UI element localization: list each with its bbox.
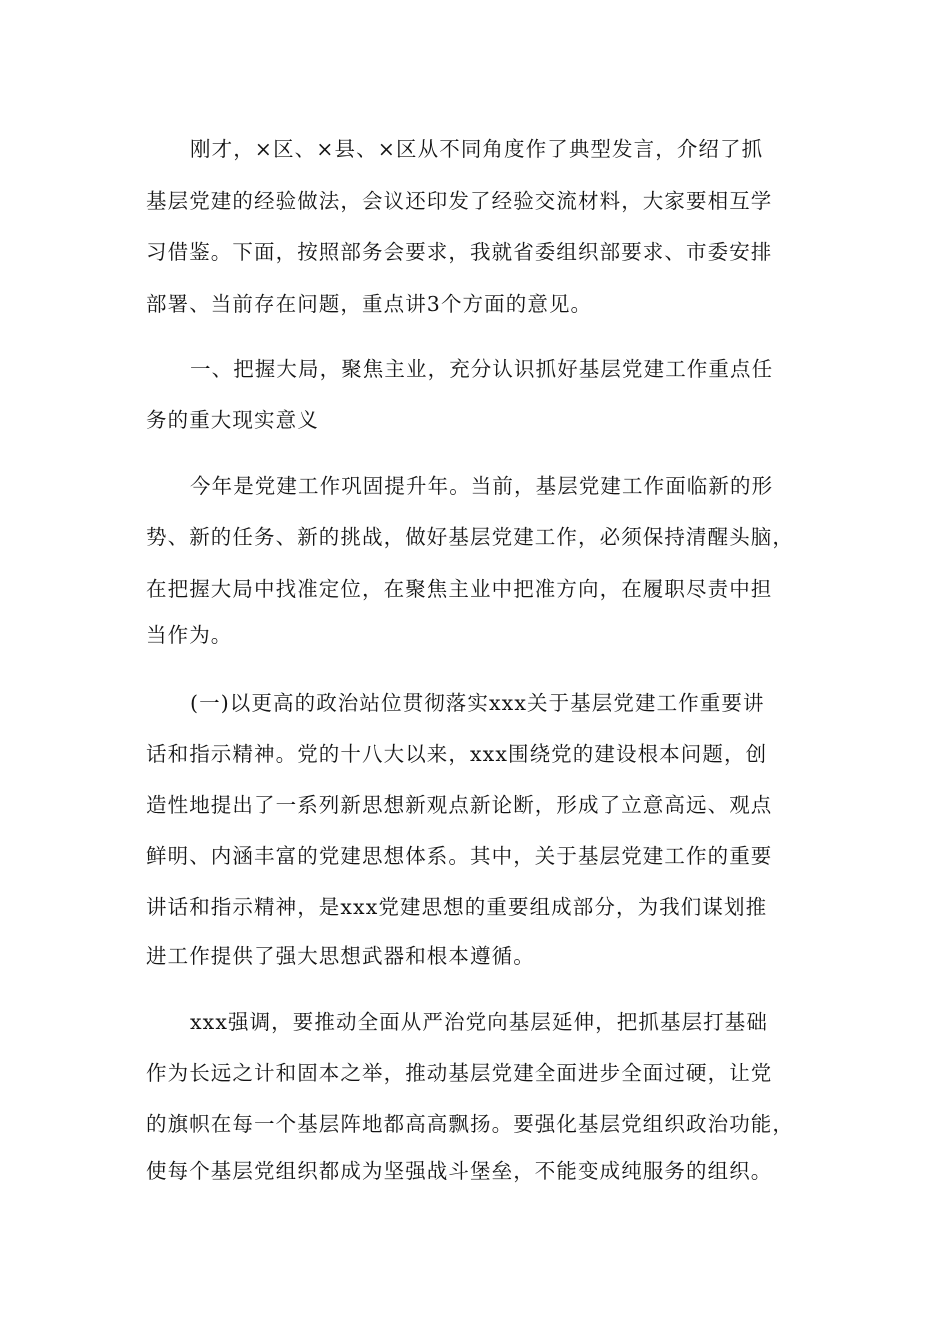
text-line: 话和指示精神。党的十八大以来，xxx围绕党的建设根本问题，创 [146,742,768,766]
text-line: 在把握大局中找准定位，在聚焦主业中把准方向，在履职尽责中担 [146,577,773,601]
text-line: 讲话和指示精神，是xxx党建思想的重要组成部分，为我们谋划推 [146,895,768,919]
text-line: 势、新的任务、新的挑战，做好基层党建工作，必须保持清醒头脑， [146,525,794,549]
text-line: xxx强调，要推动全面从严治党向基层延伸，把抓基层打基础 [190,1010,768,1034]
text-line: 进工作提供了强大思想武器和根本遵循。 [146,944,535,968]
text-line: 今年是党建工作巩固提升年。当前，基层党建工作面临新的形 [190,474,774,498]
text-line: 当作为。 [146,623,233,647]
text-line: 务的重大现实意义 [146,408,319,432]
text-line: 的旗帜在每一个基层阵地都高高飘扬。要强化基层党组织政治功能， [146,1112,794,1136]
text-line: 使每个基层党组织都成为坚强战斗堡垒，不能变成纯服务的组织。 [146,1159,773,1183]
text-line: 造性地提出了一系列新思想新观点新论断，形成了立意高远、观点 [146,793,773,817]
text-line: 一、把握大局，聚焦主业，充分认识抓好基层党建工作重点任 [190,357,774,381]
text-line: 部署、当前存在问题，重点讲3个方面的意见。 [146,292,593,316]
text-line: 基层党建的经验做法，会议还印发了经验交流材料，大家要相互学 [146,189,773,213]
text-line: 鲜明、内涵丰富的党建思想体系。其中，关于基层党建工作的重要 [146,844,773,868]
text-line: (一)以更高的政治站位贯彻落实xxx关于基层党建工作重要讲 [190,691,765,715]
text-line: 习借鉴。下面，按照部务会要求，我就省委组织部要求、市委安排 [146,240,773,264]
text-line: 刚才，×区、×县、×区从不同角度作了典型发言，介绍了抓 [190,137,764,161]
text-line: 作为长远之计和固本之举，推动基层党建全面进步全面过硬，让党 [146,1061,773,1085]
